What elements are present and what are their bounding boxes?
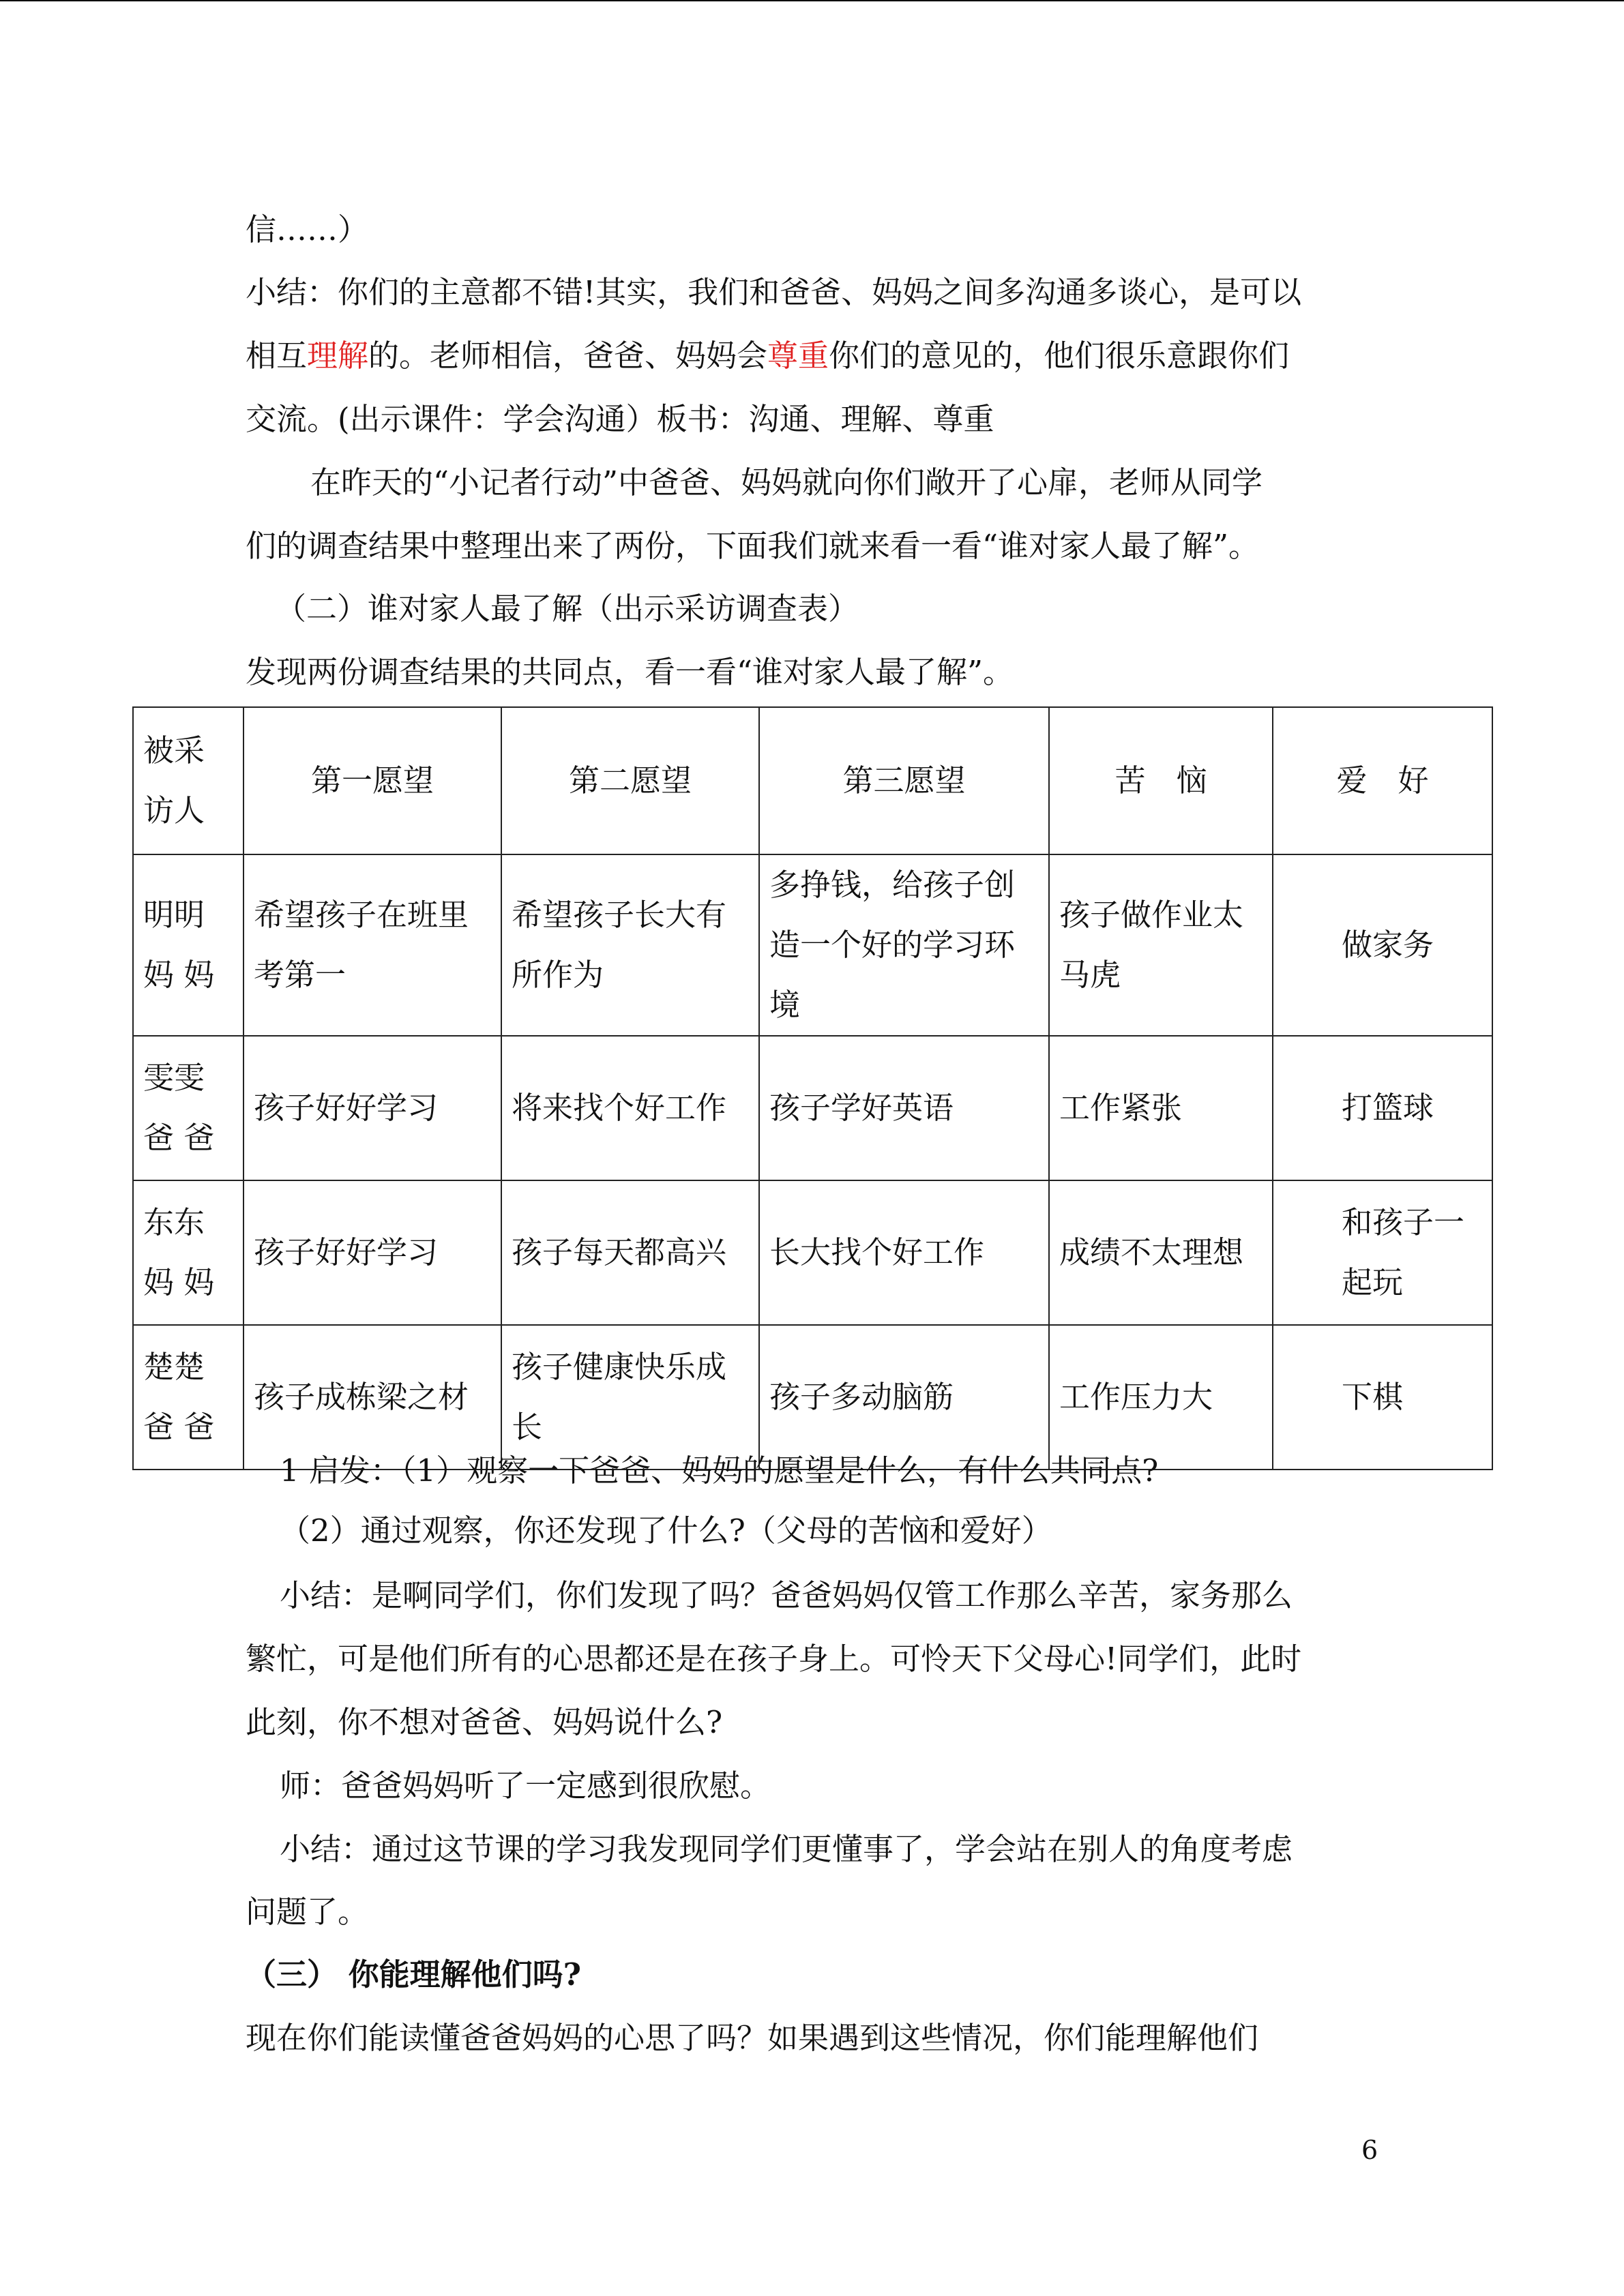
cell-line: 访人 xyxy=(143,792,205,829)
cell-line: 孩子好好学习 xyxy=(254,1090,439,1126)
cell-line: 长大找个好工作 xyxy=(769,1234,985,1270)
table-row xyxy=(133,1180,1492,1325)
wish3-cell xyxy=(759,854,1049,1036)
cell-line: 被采 xyxy=(143,732,205,769)
header-person-cell xyxy=(133,707,243,854)
header-cell: 爱 好 xyxy=(1273,707,1492,854)
cell-line: 长 xyxy=(512,1409,543,1445)
cell-line: 做家务 xyxy=(1342,927,1434,963)
cell-line: 孩子做作业太 xyxy=(1059,897,1244,933)
cell-line: 工作紧张 xyxy=(1059,1090,1183,1126)
cell-line: 希望孩子在班里 xyxy=(254,897,469,933)
worry-cell xyxy=(1049,1325,1273,1470)
table-row xyxy=(133,1325,1492,1470)
summary-line: 问题了。 xyxy=(246,1894,369,1930)
cell-line: 明明 xyxy=(143,897,205,933)
table-row xyxy=(133,854,1492,1036)
cell-line: 孩子健康快乐成 xyxy=(512,1349,727,1385)
cell-line: 楚楚 xyxy=(143,1349,205,1385)
worry-cell xyxy=(1049,1036,1273,1180)
person-cell xyxy=(133,1325,243,1470)
summary-line: 繁忙，可是他们所有的心思都还是在孩子身上。可怜天下父母心!同学们，此时 xyxy=(246,1641,1302,1677)
wish2-cell xyxy=(501,854,759,1036)
cell-line: 孩子好好学习 xyxy=(254,1234,439,1270)
hobby-cell xyxy=(1273,1325,1492,1470)
cell-line: 孩子每天都高兴 xyxy=(512,1234,727,1270)
table-row xyxy=(133,1036,1492,1180)
summary-line: 小结：通过这节课的学习我发现同学们更懂事了，学会站在别人的角度考虑 xyxy=(280,1831,1293,1867)
wish3-cell xyxy=(759,1036,1049,1180)
wish3-cell xyxy=(759,1325,1049,1470)
worry-cell xyxy=(1049,854,1273,1036)
table-header-row xyxy=(133,707,1492,854)
hobby-cell xyxy=(1273,854,1492,1036)
cell-line: 马虎 xyxy=(1059,957,1121,993)
section-heading-3: （三） 你能理解他们吗? xyxy=(246,1956,582,1993)
cell-line: 妈 妈 xyxy=(143,957,215,993)
cell-line: 打篮球 xyxy=(1342,1090,1434,1126)
cell-line: 孩子成栋梁之材 xyxy=(254,1379,469,1415)
cell-line: 希望孩子长大有 xyxy=(512,897,727,933)
text-segment: 相互 xyxy=(246,338,308,374)
wish1-cell xyxy=(243,1036,501,1180)
section-heading-2: （二）谁对家人最了解（出示采访调查表） xyxy=(276,591,859,627)
cell-line: 东东 xyxy=(143,1204,205,1240)
hobby-cell xyxy=(1273,1180,1492,1325)
cell-line: 工作压力大 xyxy=(1059,1379,1213,1415)
header-cell: 苦 恼 xyxy=(1049,707,1273,854)
cell-line: 所作为 xyxy=(512,957,604,993)
person-cell xyxy=(133,1036,243,1180)
paragraph-line: 发现两份调查结果的共同点，看一看“谁对家人最了解”。 xyxy=(246,654,1014,690)
wish2-cell xyxy=(501,1036,759,1180)
text-segment: 你们的意见的，他们很乐意跟你们 xyxy=(829,338,1290,374)
top-border-line xyxy=(0,0,1624,1)
cell-line: 爸 爸 xyxy=(143,1120,215,1156)
paragraph-line: 现在你们能读懂爸爸妈妈的心思了吗？如果遇到这些情况，你们能理解他们 xyxy=(246,2020,1259,2056)
wish2-cell xyxy=(501,1325,759,1470)
cell-line: 下棋 xyxy=(1342,1379,1404,1415)
cell-line: 起玩 xyxy=(1342,1264,1404,1300)
highlight-respect: 尊重 xyxy=(767,338,829,374)
worry-cell xyxy=(1049,1180,1273,1325)
cell-line: 妈 妈 xyxy=(143,1264,215,1300)
page-number: 6 xyxy=(1361,2135,1378,2165)
paragraph-line: 们的调查结果中整理出来了两份，下面我们就来看一看“谁对家人最了解”。 xyxy=(246,528,1260,564)
header-cell: 第二愿望 xyxy=(501,707,759,854)
survey-table xyxy=(132,706,1493,1470)
paragraph-line xyxy=(246,336,1405,376)
text-segment: 的。老师相信，爸爸、妈妈会 xyxy=(368,338,768,374)
cell-line: 孩子学好英语 xyxy=(769,1090,954,1126)
paragraph-line: 小结：你们的主意都不错!其实，我们和爸爸、妈妈之间多沟通多谈心，是可以 xyxy=(246,274,1302,310)
cell-line: 考第一 xyxy=(254,957,346,993)
cell-line: 成绩不太理想 xyxy=(1059,1234,1244,1270)
header-cell: 第三愿望 xyxy=(759,707,1049,854)
wish1-cell xyxy=(243,854,501,1036)
highlight-understand: 理解 xyxy=(307,338,369,374)
teacher-line: 师：爸爸妈妈听了一定感到很欣慰。 xyxy=(280,1768,771,1804)
paragraph-line: 信……） xyxy=(246,211,369,248)
paragraph-line: 交流。(出示课件：学会沟通）板书：沟通、理解、尊重 xyxy=(246,401,994,437)
cell-line: 爸 爸 xyxy=(143,1409,215,1445)
cell-line: 和孩子一 xyxy=(1342,1204,1465,1240)
wish1-cell xyxy=(243,1325,501,1470)
prompt-question-1: 1 启发：（1）观察一下爸爸、妈妈的愿望是什么，有什么共同点? xyxy=(280,1452,1159,1489)
person-cell xyxy=(133,854,243,1036)
person-cell xyxy=(133,1180,243,1325)
cell-line: 境 xyxy=(769,987,801,1023)
cell-line: 孩子多动脑筋 xyxy=(769,1379,954,1415)
cell-line: 将来找个好工作 xyxy=(512,1090,727,1126)
cell-line: 造一个好的学习环 xyxy=(769,927,1016,963)
prompt-question-2: （2）通过观察，你还发现了什么?（父母的苦恼和爱好） xyxy=(280,1512,1052,1549)
summary-line: 此刻，你不想对爸爸、妈妈说什么? xyxy=(246,1704,723,1740)
header-cell: 第一愿望 xyxy=(243,707,501,854)
wish1-cell xyxy=(243,1180,501,1325)
wish3-cell xyxy=(759,1180,1049,1325)
cell-line: 多挣钱，给孩子创 xyxy=(769,867,1016,903)
paragraph-line: 在昨天的“小记者行动”中爸爸、妈妈就向你们敞开了心扉，老师从同学 xyxy=(310,464,1263,501)
hobby-cell xyxy=(1273,1036,1492,1180)
summary-line: 小结：是啊同学们，你们发现了吗？爸爸妈妈仅管工作那么辛苦，家务那么 xyxy=(280,1577,1293,1613)
wish2-cell xyxy=(501,1180,759,1325)
cell-line: 雯雯 xyxy=(143,1060,205,1096)
